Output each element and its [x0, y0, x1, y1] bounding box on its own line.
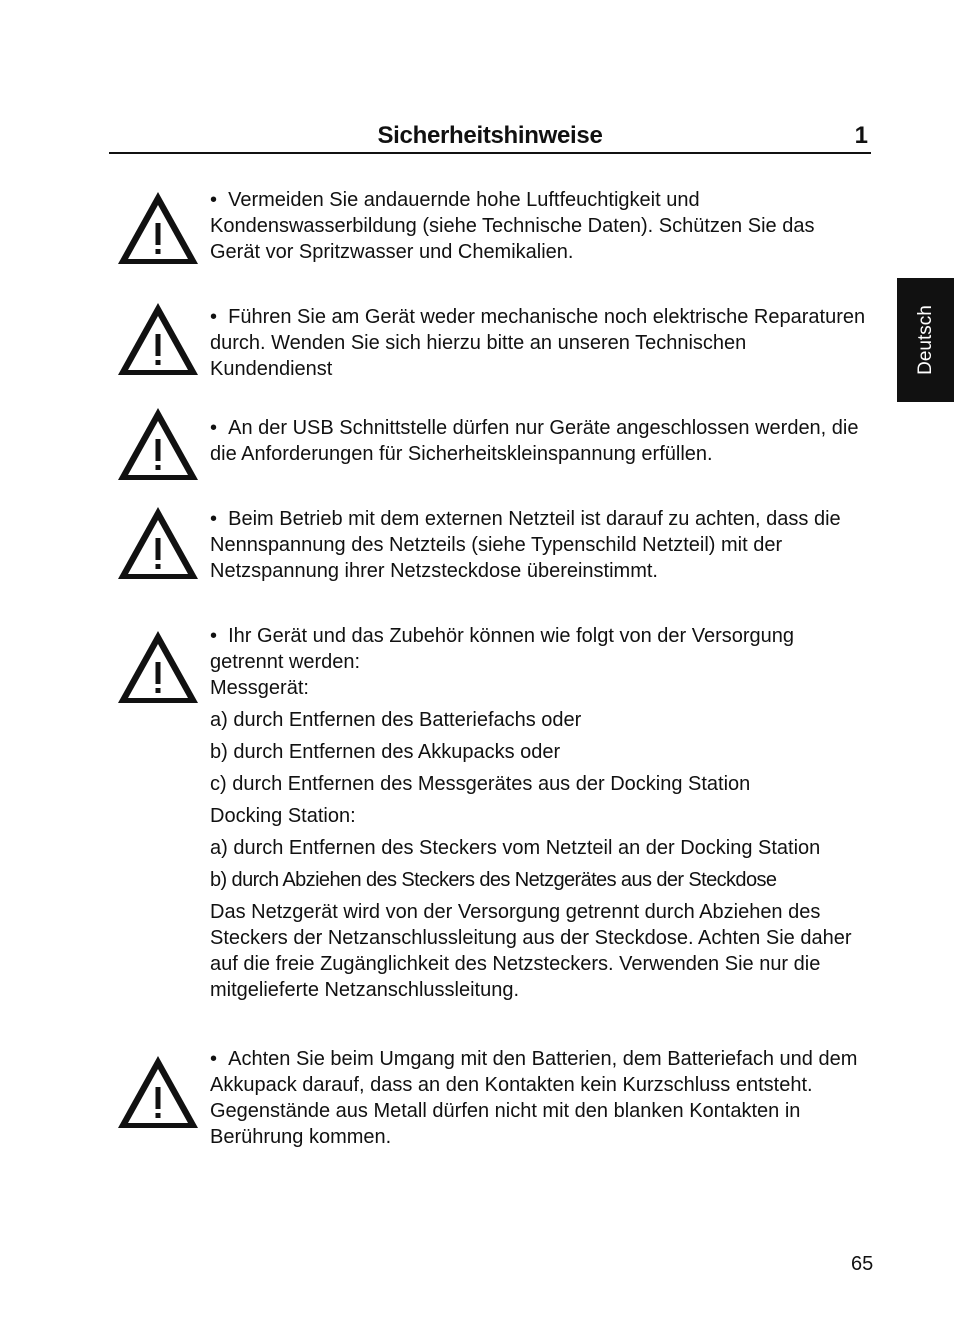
notice-text: Das Netzgerät wird von der Versorgung getrennt durch Abziehen des Steckers der Netzanschlussleitung aus der Steckdose. Achten Sie daher auf die freie Zugänglichkeit des Netzsteckers. Verwenden Sie nur die mitgelieferte Netzanschlussleitung.	[210, 901, 852, 1001]
page-number: 65	[851, 1253, 874, 1275]
notice-text: • Vermeiden Sie andauernde hohe Luftfeuchtigkeit und Kondenswasserbildung (siehe Technische Daten). Schützen Sie das Gerät vor Spritzwasser und Chemikalien.	[210, 189, 815, 263]
bullet: •	[210, 625, 229, 647]
safety-notice-repairs	[210, 304, 870, 382]
list-item: c) durch Entfernen des Messgerätes aus der Docking Station	[210, 773, 751, 795]
safety-notice-humidity	[210, 187, 870, 265]
bullet: •	[210, 508, 229, 530]
language-tab	[897, 278, 954, 402]
notice-text: • An der USB Schnittstelle dürfen nur Geräte angeschlossen werden, die die Anforderungen für Sicherheitskleinspannung erfüllen.	[210, 417, 859, 465]
safety-notice-disconnect	[210, 623, 870, 1003]
page-header	[109, 122, 871, 154]
subheading-measuring-device: Messgerät:	[210, 677, 309, 699]
chapter-number: 1	[854, 122, 868, 149]
warning-triangle-icon	[116, 629, 200, 705]
list-item: b) durch Abziehen des Steckers des Netzgerätes aus der Steckdose	[210, 869, 777, 891]
notice-text: • Beim Betrieb mit dem externen Netzteil ist darauf zu achten, dass die Nennspannung des Netzteils (siehe Typenschild Netzteil) mit der Netzspannung ihrer Netzsteckdose übereinstimmt.	[210, 508, 841, 582]
subheading-docking-station: Docking Station:	[210, 805, 356, 827]
language-tab-label: Deutsch	[914, 305, 936, 375]
bullet: •	[210, 306, 229, 328]
bullet: •	[210, 189, 229, 211]
bullet: •	[210, 1048, 229, 1070]
notice-text: • Achten Sie beim Umgang mit den Batterien, dem Batteriefach und dem Akkupack darauf, dass an den Kontakten kein Kurzschluss entsteht. Gegenstände aus Metall dürfen nicht mit den blanken Kontakten in Berührung kommen.	[210, 1048, 858, 1148]
bullet: •	[210, 417, 229, 439]
warning-triangle-icon	[116, 505, 200, 581]
warning-triangle-icon	[116, 1054, 200, 1130]
warning-triangle-icon	[116, 301, 200, 377]
safety-notice-power-supply	[210, 506, 870, 584]
page-title: Sicherheitshinweise	[377, 122, 603, 149]
warning-triangle-icon	[116, 190, 200, 266]
list-item: a) durch Entfernen des Steckers vom Netzteil an der Docking Station	[210, 837, 821, 859]
list-item: a) durch Entfernen des Batteriefachs oder	[210, 709, 582, 731]
warning-triangle-icon	[116, 406, 200, 482]
notice-text: • Ihr Gerät und das Zubehör können wie folgt von der Versorgung getrennt werden:	[210, 625, 795, 673]
safety-notice-usb	[210, 415, 870, 467]
safety-notice-batteries	[210, 1046, 870, 1150]
list-item: b) durch Entfernen des Akkupacks oder	[210, 741, 561, 763]
notice-text: • Führen Sie am Gerät weder mechanische noch elektrische Reparaturen durch. Wenden Sie sich hierzu bitte an unseren Technischen Kundendienst	[210, 306, 866, 380]
